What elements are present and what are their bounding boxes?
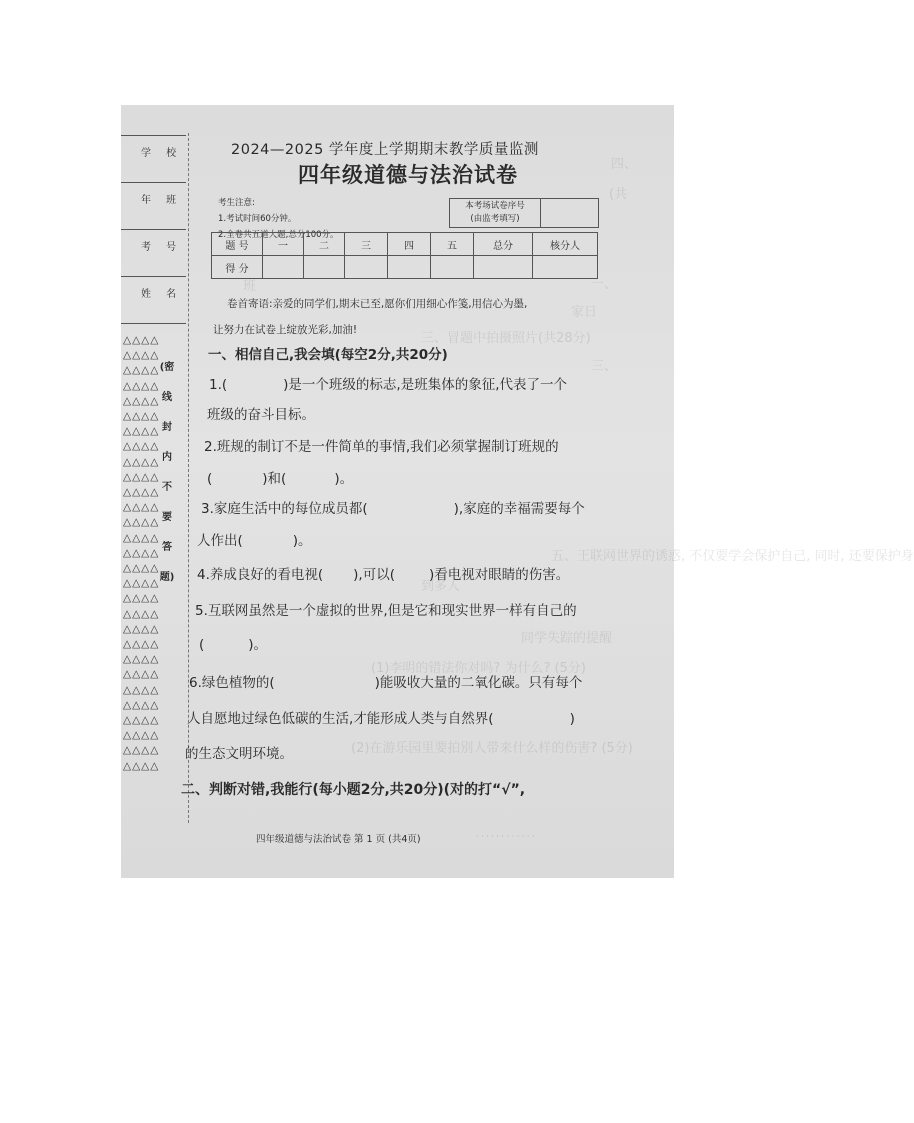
- score-header-cell: 核分人: [533, 233, 598, 256]
- score-cell[interactable]: [388, 256, 431, 279]
- score-cell[interactable]: [263, 256, 304, 279]
- score-cell[interactable]: [304, 256, 345, 279]
- question-6-end: 的生态文明环境。: [185, 746, 293, 762]
- section-2-title: 二、判断对错,我能行(每小题2分,共20分)(对的打“√”,: [181, 782, 526, 798]
- school-field[interactable]: [121, 135, 186, 182]
- score-header-cell: 五: [431, 233, 474, 256]
- intro-message: 卷首寄语:亲爱的同学们,期末已至,愿你们用细心作笺,用信心为墨, 让努力在试卷上绽放光彩,加油!: [213, 298, 528, 336]
- footer-show-through: · · · · · · · · · · · ·: [476, 832, 535, 841]
- question-2-cont: ( )和( )。: [207, 471, 354, 487]
- scanned-exam-photo: 四、 (共 班 一、 家日 三、冒题中拍摄照片(共28分) 三、 五、王联网世界的诱惑, 不仅要学会保护自己, 同时, 还要保护身 到多人 同学失踪的提醒 (1)李明的错法你对吗? 为什么? (5分) (2)在游乐园里要拍别人带来什么样的伤害? (5分) 学 校 年 班 考 号 姓 名 △△△△ △△△△ △△△△ △△△△ △△△△ △△△△ △△△△ △△△△ △△△△ △△△△ △△△△ △△△△ △△△△ △△△△ △△△△ △△△△ △△△△ △△△△ △△△△ △△△△ △△△△ △△△△ △△△△ △△△△ △△△△ △△△△ △△△△ △△△△ △△△△ (密 线 封 内 不 要 答 题) 2024—2025 学年度上学期期末教学质量监测 四年级道德与法治试卷 考生注意: 1.考试时间60分钟。 2.全卷共五道大题,总分100分。 本考场试卷序号 (由监考填写) 题 号 一 二 三 四 五 总分 核分人 得 分 卷首寄语:亲爱的同学们,期末已至,愿你们用细心作笺,用信心为墨, 让努力在试卷上绽放光彩,加油! 一、相信自己,我会填(每空2分,共20分) 1.( )是一个班级的标志,是班集体的象征,代表了一个 班级的奋斗目标。 2.班规的制订不是一件简单的事情,我们必须掌握制订班规的 ( )和( )。 3.家庭生活中的每位成员都( ),家庭的幸福需要每个 人作出( )。 4.养成良好的看电视( ),可以( )看电视对眼睛的伤害。 5.互联网虽然是一个虚拟的世界,但是它和现实世界一样有自己的 ( )。 6.绿色植物的( )能吸收大量的二氧化碳。只有每个 人自愿地过绿色低碳的生活,才能形成人类与自然界( ) 的生态文明环境。 二、判断对错,我能行(每小题2分,共20分)(对的打“√”, 四年级道德与法治试卷 第 1 页 (共4页) · · · · · · · · · · · ·: [121, 105, 674, 878]
- score-header-cell: 三: [345, 233, 388, 256]
- question-6-cont: 人自愿地过绿色低碳的生活,才能形成人类与自然界( ): [187, 711, 575, 727]
- school-label: 学 校: [141, 148, 183, 159]
- score-table: [211, 232, 598, 279]
- serial-label: 本考场试卷序号 (由监考填写): [450, 199, 541, 227]
- question-1: 1.( )是一个班级的标志,是班集体的象征,代表了一个: [209, 377, 568, 393]
- question-3: 3.家庭生活中的每位成员都( ),家庭的幸福需要每个: [201, 501, 585, 517]
- section-1-title: 一、相信自己,我会填(每空2分,共20分): [208, 347, 448, 363]
- question-4: 4.养成良好的看电视( ),可以( )看电视对眼睛的伤害。: [197, 567, 570, 583]
- score-cell[interactable]: [474, 256, 533, 279]
- score-header-cell: 一: [263, 233, 304, 256]
- note-item: 2.全卷共五道大题,总分100分。: [218, 230, 339, 240]
- name-field[interactable]: [121, 276, 186, 324]
- question-1-cont: 班级的奋斗目标。: [207, 407, 315, 423]
- score-row-label: 得 分: [212, 256, 263, 279]
- exam-title: 四年级道德与法治试卷: [298, 163, 518, 187]
- exam-subtitle: 2024—2025 学年度上学期期末教学质量监测: [231, 142, 539, 158]
- question-6: 6.绿色植物的( )能吸收大量的二氧化碳。只有每个: [189, 675, 583, 691]
- question-5: 5.互联网虽然是一个虚拟的世界,但是它和现实世界一样有自己的: [195, 603, 577, 619]
- score-header-cell: 总分: [474, 233, 533, 256]
- score-cell[interactable]: [431, 256, 474, 279]
- question-5-cont: ( )。: [199, 637, 268, 653]
- exam-number-field[interactable]: [121, 229, 186, 276]
- name-label: 姓 名: [141, 289, 183, 300]
- score-header-cell: 二: [304, 233, 345, 256]
- score-cell[interactable]: [533, 256, 598, 279]
- score-cell[interactable]: [345, 256, 388, 279]
- triangle-seal-pattern: △△△△ △△△△ △△△△ △△△△ △△△△ △△△△ △△△△ △△△△ △△△△ △△△△ △△△△ △△△△ △△△△ △△△△ △△△△ △△△△ △△△△ △△△△ △△△△ △△△△ △△△△ △△△△ △△△△ △△△△ △△△△ △△△△ △△△△ △△△△ △△△△: [123, 334, 160, 772]
- seal-line-notice: (密 线 封 内 不 要 答 题): [159, 362, 175, 583]
- note-item: 1.考试时间60分钟。: [218, 214, 297, 224]
- question-2: 2.班规的制订不是一件简单的事情,我们必须掌握制订班规的: [204, 439, 559, 455]
- score-header-cell: 四: [388, 233, 431, 256]
- notes-heading: 考生注意:: [218, 198, 255, 208]
- score-header-cell: 题 号: [212, 233, 263, 256]
- class-label: 年 班: [141, 195, 183, 206]
- serial-input-cell[interactable]: [541, 199, 598, 227]
- class-field[interactable]: [121, 182, 186, 229]
- paper-serial-box: [449, 198, 599, 228]
- exam-number-label: 考 号: [141, 242, 183, 253]
- question-3-cont: 人作出( )。: [197, 533, 312, 549]
- student-info-grid: [121, 135, 186, 324]
- page-footer: 四年级道德与法治试卷 第 1 页 (共4页): [256, 834, 421, 845]
